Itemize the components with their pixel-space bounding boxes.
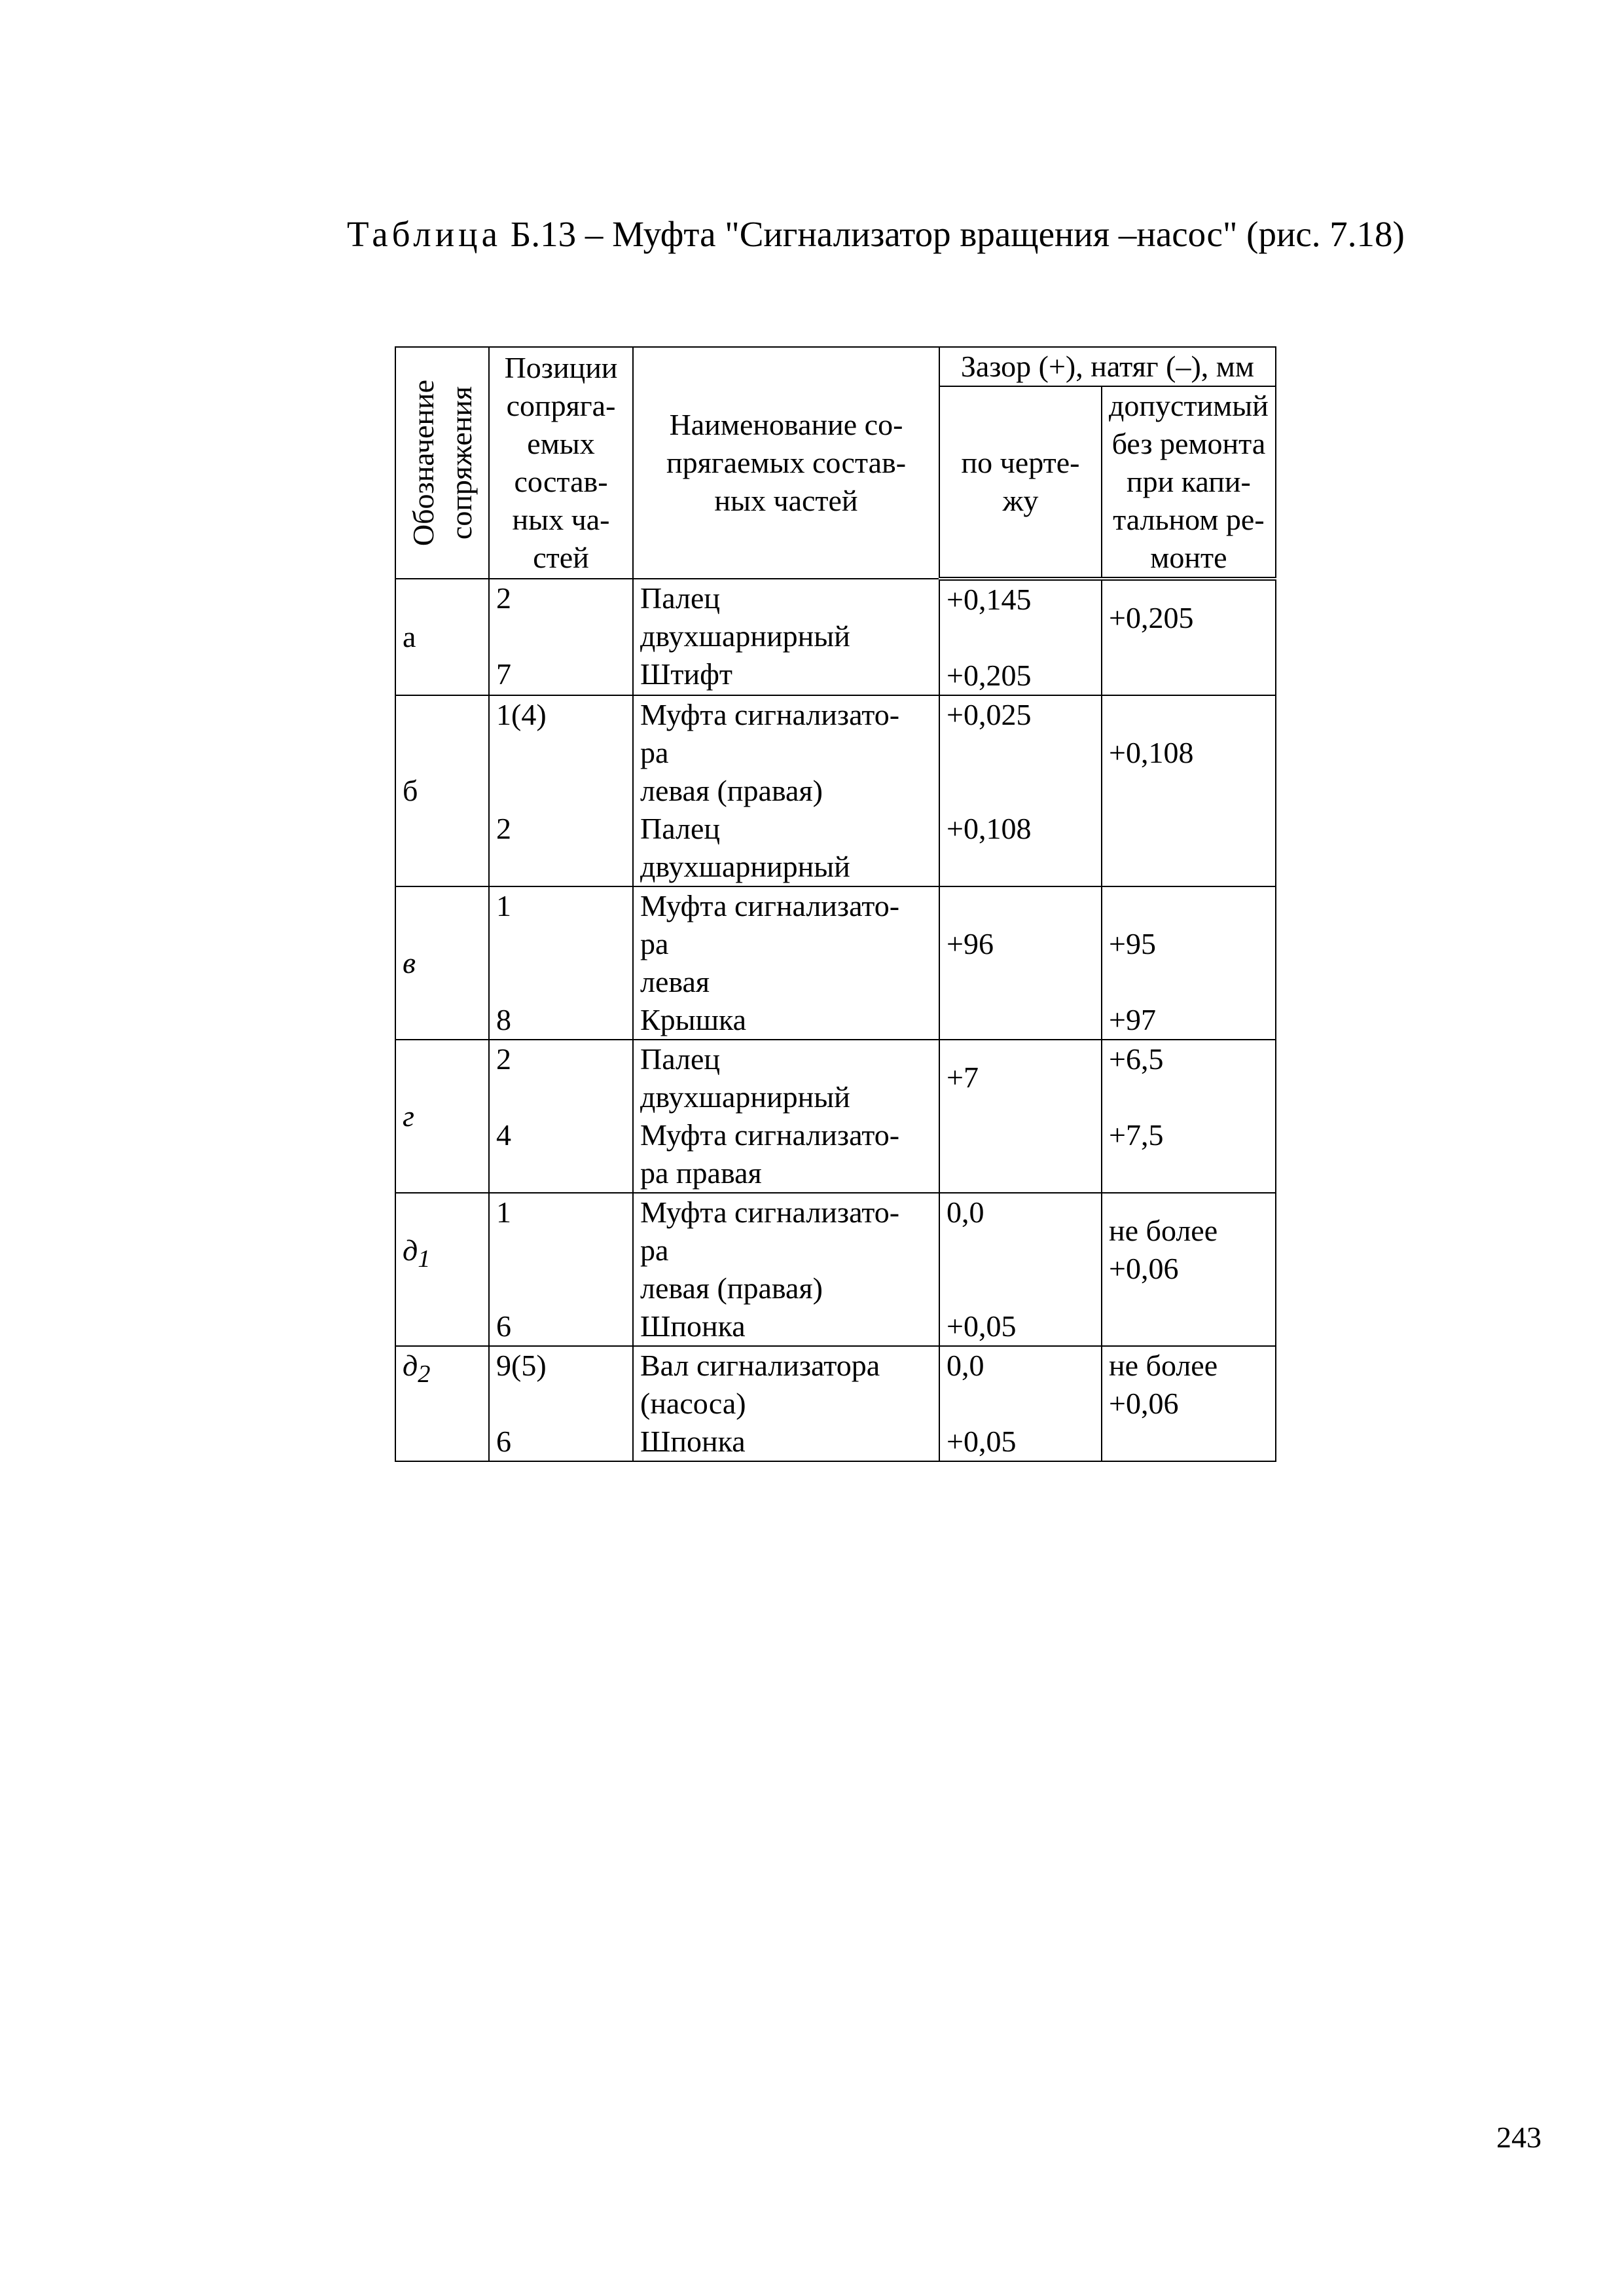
header-line: сопряга- xyxy=(506,389,616,422)
header-clearance-group: Зазор (+), натяг (–), мм xyxy=(939,347,1276,386)
positions-cell: 1 8 xyxy=(489,886,633,1040)
positions-cell: 2 4 xyxy=(489,1040,633,1193)
header-positions xyxy=(489,347,633,579)
label-subscript: 2 xyxy=(418,1360,431,1389)
drawing-value-cell: +0,025 +0,108 xyxy=(939,695,1102,886)
table-row xyxy=(395,1193,1276,1346)
mating-label: $д_2$ xyxy=(395,1346,489,1461)
label-subscript: 1 xyxy=(418,1245,431,1273)
header-per-drawing xyxy=(939,386,1102,579)
header-line: монте xyxy=(1150,541,1227,574)
header-line: тальном ре- xyxy=(1113,503,1265,536)
mating-label: а xyxy=(395,579,489,695)
drawing-value-cell: 0,0 +0,05 xyxy=(939,1346,1102,1461)
names-cell: Муфта сигнализато- ра левая Крышка xyxy=(633,886,939,1040)
header-line: ных ча- xyxy=(512,503,610,536)
names-cell: Палец двухшарнирный Штифт xyxy=(633,579,939,695)
header-line: ных частей xyxy=(714,484,858,517)
header-line: жу xyxy=(1002,484,1039,517)
drawing-value-cell: 0,0 +0,05 xyxy=(939,1193,1102,1346)
header-line: без ремонта xyxy=(1111,427,1266,460)
clearance-table xyxy=(395,346,1276,1462)
header-line: емых xyxy=(527,427,595,460)
mating-label: б xyxy=(395,695,489,886)
table-row xyxy=(395,1346,1276,1461)
allowed-value-cell: +6,5 +7,5 xyxy=(1102,1040,1276,1193)
names-cell: Вал сигнализатора (насоса) Шпонка xyxy=(633,1346,939,1461)
table-caption xyxy=(347,208,1405,261)
caption-text: Б.13 – Муфта "Сигнализатор вращения –насос" (рис. 7.18) xyxy=(501,214,1405,254)
header-allowed-without-repair xyxy=(1102,386,1276,579)
allowed-value-cell: +95 +97 xyxy=(1102,886,1276,1040)
header-line: прягаемых состав- xyxy=(666,446,907,479)
allowed-value-cell: +0,205 xyxy=(1102,579,1276,695)
header-line: при капи- xyxy=(1127,465,1251,498)
header-line: стей xyxy=(533,541,589,574)
allowed-value-cell: не более +0,06 xyxy=(1102,1346,1276,1461)
table-row xyxy=(395,579,1276,695)
header-line: допустимый xyxy=(1109,389,1269,422)
page-number: 243 xyxy=(1496,2121,1542,2154)
drawing-value-cell: +0,145 +0,205 xyxy=(939,579,1102,695)
header-line: Позиции xyxy=(504,351,618,384)
positions-cell: 2 7 xyxy=(489,579,633,695)
positions-cell: 9(5) 6 xyxy=(489,1346,633,1461)
positions-cell: 1 6 xyxy=(489,1193,633,1346)
mating-label: г xyxy=(395,1040,489,1193)
header-line: по черте- xyxy=(961,446,1080,479)
caption-prefix: Таблица xyxy=(347,214,501,254)
header-part-names xyxy=(633,347,939,579)
header-line: Наименование со- xyxy=(669,408,903,441)
header-line: Обозначение xyxy=(406,379,440,547)
header-line: сопряжения xyxy=(444,386,478,540)
table-row xyxy=(395,695,1276,886)
table-row xyxy=(395,1040,1276,1193)
names-cell: Муфта сигнализато- ра левая (правая) Палец двухшарнирный xyxy=(633,695,939,886)
names-cell: Муфта сигнализато- ра левая (правая) Шпонка xyxy=(633,1193,939,1346)
names-cell: Палец двухшарнирный Муфта сигнализато- ра правая xyxy=(633,1040,939,1193)
positions-cell: 1(4) 2 xyxy=(489,695,633,886)
table-row xyxy=(395,886,1276,1040)
drawing-value-cell: +96 xyxy=(939,886,1102,1040)
allowed-value-cell: +0,108 xyxy=(1102,695,1276,886)
header-line: состав- xyxy=(514,465,608,498)
allowed-value-cell: не более +0,06 xyxy=(1102,1193,1276,1346)
header-mating-designation xyxy=(395,347,489,579)
mating-label: в xyxy=(395,886,489,1040)
drawing-value-cell: +7 xyxy=(939,1040,1102,1193)
mating-label: $д_1$ xyxy=(395,1193,489,1346)
